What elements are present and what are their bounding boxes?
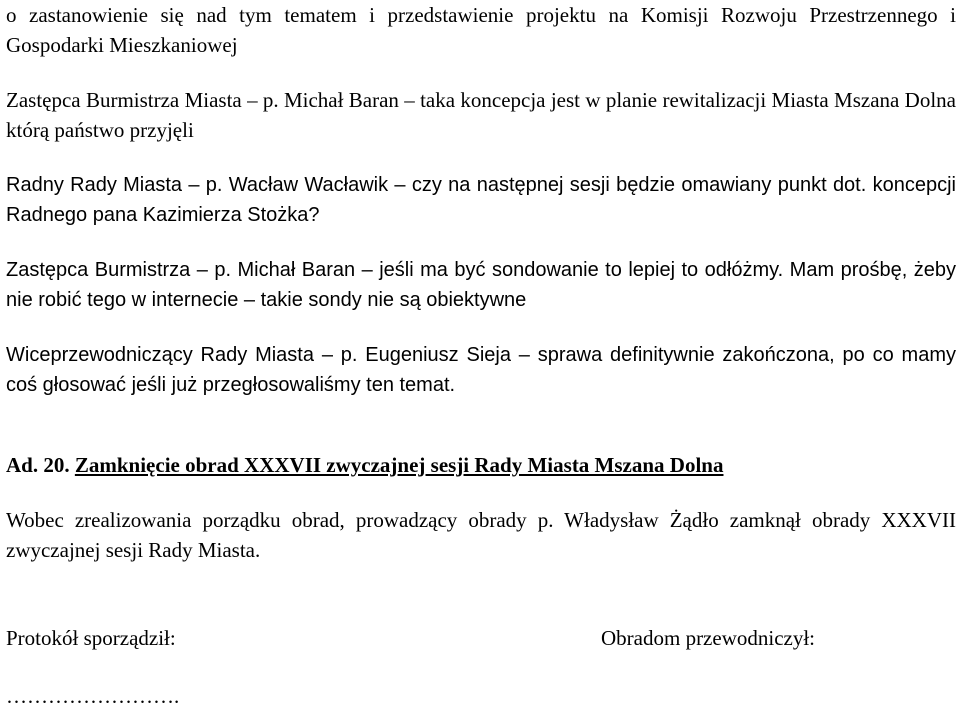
paragraph-closing: Wobec zrealizowania porządku obrad, prowadzący obrady p. Władysław Żądło zamknął obrady XXXVII zwyczajnej sesji Rady Miasta. [6,508,956,562]
spacer [6,400,956,450]
signature-dots: ……………………. [6,684,180,708]
paragraph-intro: o zastanowienie się nad tym tematem i przedstawienie projektu na Komisji Rozwoju Przestrzennego i Gospodarki Mieszkaniowej [6,3,956,57]
spacer [6,315,956,340]
agenda-number: Ad. 20. [6,453,70,477]
spacer [6,615,956,623]
spacer [6,230,956,255]
paragraph-deputy-mayor-1: Zastępca Burmistrza Miasta – p. Michał Baran – taka koncepcja jest w planie rewitalizacji Miasta Mszana Dolna którą państwo przyjęli [6,88,956,142]
spacer [6,565,956,615]
spacer [6,60,956,85]
paragraph-vice-chair: Wiceprzewodniczący Rady Miasta – p. Eugeniusz Sieja – sprawa definitywnie zakończona, po co mamy coś głosować jeśli już przegłosowaliśmy ten temat. [6,344,956,396]
agenda-title: Zamknięcie obrad XXXVII zwyczajnej sesji Rady Miasta Mszana Dolna [74,453,724,477]
spacer [6,653,956,681]
spacer [6,145,956,170]
agenda-heading [6,450,956,480]
spacer [6,480,956,505]
paragraph-deputy-mayor-2: Zastępca Burmistrza – p. Michał Baran – jeśli ma być sondowanie to lepiej to odłóżmy. Mam prośbę, żeby nie robić tego w internecie – takie sondy nie są obiektywne [6,259,956,311]
signature-row [6,623,956,653]
document-page [6,0,956,711]
signature-label-chair: Obradom przewodniczył: [601,626,816,650]
paragraph-councillor: Radny Rady Miasta – p. Wacław Wacławik – czy na następnej sesji będzie omawiany punkt dot. koncepcji Radnego pana Kazimierza Stożka? [6,174,956,226]
signature-label-secretary: Protokół sporządził: [6,626,176,650]
